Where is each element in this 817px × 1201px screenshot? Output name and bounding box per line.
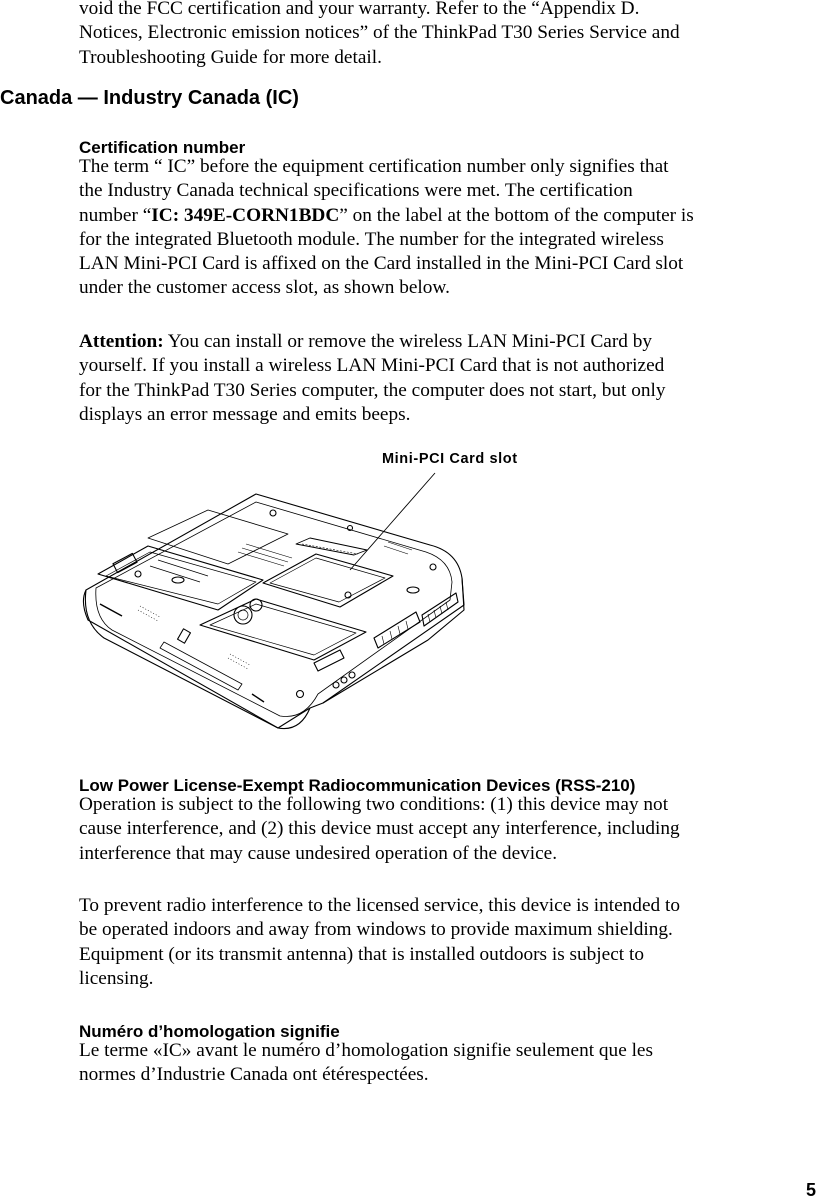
low-power-line: cause interference, and (2) this device must accept any interference, including	[79, 818, 680, 840]
low-power-line: Operation is subject to the following two conditions: (1) this device may not	[79, 794, 669, 815]
certification-line: The term “ IC” before the equipment certification number only signifies that	[79, 156, 669, 177]
text-fragment: ” on the label at the bottom of the computer is	[339, 204, 694, 226]
prevent-line: be operated indoors and away from windows to provide maximum shielding.	[79, 919, 673, 941]
intro-paragraph	[79, 0, 817, 70]
page-number: 5	[805, 1180, 816, 1200]
numero-line: normes d’Industrie Canada ont étérespectées.	[79, 1064, 429, 1086]
prevent-line: To prevent radio interference to the licensed service, this device is intended to	[79, 895, 680, 916]
intro-line: Troubleshooting Guide for more detail.	[79, 46, 382, 68]
prevent-paragraph	[79, 894, 817, 991]
low-power-line: interference that may cause undesired operation of the device.	[79, 842, 558, 864]
certification-line: under the customer access slot, as shown below.	[79, 277, 450, 299]
intro-line: Notices, Electronic emission notices” of the ThinkPad T30 Series Service and	[79, 22, 680, 44]
prevent-line: licensing.	[79, 967, 154, 989]
certification-line: for the integrated Bluetooth module. The number for the integrated wireless	[79, 228, 664, 250]
attention-paragraph	[79, 330, 817, 427]
text-fragment: You can install or remove the wireless LAN Mini-PCI Card by	[163, 331, 653, 352]
certification-line	[79, 204, 817, 228]
prevent-line: Equipment (or its transmit antenna) that is installed outdoors is subject to	[79, 943, 644, 965]
attention-line	[79, 330, 817, 354]
certification-paragraph	[79, 155, 817, 301]
certification-line: the Industry Canada technical specifications were met. The certification	[79, 180, 633, 202]
low-power-paragraph	[79, 793, 817, 866]
low-power-heading: Low Power License-Exempt Radiocommunication Devices (RSS-210)	[79, 776, 636, 795]
attention-line: yourself. If you install a wireless LAN Mini-PCI Card that is not authorized	[79, 355, 665, 377]
figure-callout: Mini-PCI Card slot	[382, 451, 518, 467]
numero-paragraph	[79, 1039, 817, 1088]
certification-line: LAN Mini-PCI Card is affixed on the Card installed in the Mini-PCI Card slot	[79, 253, 684, 275]
intro-line: void the FCC certification and your warranty. Refer to the “Appendix D.	[79, 0, 640, 19]
certification-heading: Certification number	[79, 138, 246, 157]
text-fragment: number “	[79, 204, 152, 226]
ic-code: IC: 349E-CORN1BDC	[151, 204, 340, 226]
numero-line: Le terme «IC» avant le numéro d’homologation signifie seulement que les	[79, 1040, 653, 1061]
numero-heading: Numéro d’homologation signifie	[79, 1022, 340, 1041]
laptop-underside-illustration	[78, 470, 478, 740]
section-title: Canada — Industry Canada (IC)	[0, 87, 299, 109]
attention-line: for the ThinkPad T30 Series computer, the computer does not start, but only	[79, 379, 666, 401]
attention-label: Attention:	[79, 331, 164, 352]
attention-line: displays an error message and emits beeps.	[79, 403, 411, 425]
